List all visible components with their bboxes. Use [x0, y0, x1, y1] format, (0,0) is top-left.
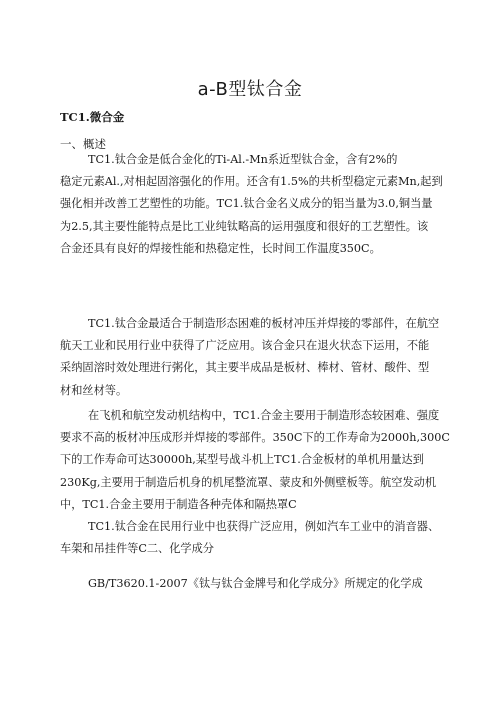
paragraph-line: 230Kg,主要用于制造后机身的机尾整流罩、蒙皮和外侧壁板等。航空发动机: [60, 475, 437, 489]
paragraph-line: 要求不高的板材冲压成形并焊接的零部件。350C下的工作寿命为2000h,300C: [60, 431, 450, 445]
paragraph-line: 强化相并改善工艺塑性的功能。TC1.钛合金名义成分的铝当量为3.0,铜当量: [60, 197, 433, 211]
paragraph-civil: [60, 516, 440, 560]
paragraph-line: 下的工作寿命可达30000h,某型号战斗机上TC1.合金板材的单机用量达到: [60, 453, 424, 467]
paragraph-line: 采纳固溶时效处理进行粥化，其主要半成品是板材、棒材、管材、酸件、型: [60, 361, 430, 375]
paragraph-standard: [60, 573, 440, 595]
paragraph-line: 航天工业和民用行业中获得了广泛应用。该合金只在退火状态下运用，不能: [60, 339, 430, 353]
paragraph-aerospace: [60, 405, 450, 516]
paragraph-line: TC1.钛合金是低合金化的Ti-Al.-Mn系近型钛合金，含有2%的: [88, 153, 398, 166]
paragraph-overview: [60, 149, 443, 260]
document-title: a-B型钛合金: [197, 79, 303, 100]
paragraph-line: 为2.5,其主要性能特点是比工业纯钛略高的运用强度和很好的工艺塑性。该: [60, 219, 429, 233]
paragraph-line: 材和丝材等。: [60, 383, 128, 397]
paragraph-line: 车架和吊挂件等C二、化学成分: [60, 542, 214, 556]
document-subtitle: TC1.微合金: [60, 110, 125, 124]
section-heading: 一、概述: [60, 137, 106, 151]
paragraph-line: 稳定元素Al.,对相起固溶强化的作用。还含有1.5%的共析型稳定元素Mn,起到: [60, 175, 443, 189]
paragraph-line: 合金还具有良好的焊接性能和热稳定性，长时间工作温度350C。: [60, 241, 381, 255]
paragraph-line: 中，TC1.合金主要用于制造各种壳体和隔热罩C: [60, 497, 297, 511]
paragraph-line: GB/T3620.1-2007《钛与钛合金牌号和化学成分》所规定的化学成: [88, 577, 423, 590]
paragraph-line: 在飞机和航空发动机结构中，TC1.合金主要用于制造形态较困难、强度: [88, 409, 440, 422]
paragraph-line: TC1.钛合金最适合于制造形态困难的板材冲压并焊接的零部件，在航空: [88, 317, 440, 330]
paragraph-line: TC1.钛合金在民用行业中也获得广泛应用，例如汽车工业中的消音器、: [88, 520, 440, 533]
paragraph-applications: [60, 313, 440, 402]
